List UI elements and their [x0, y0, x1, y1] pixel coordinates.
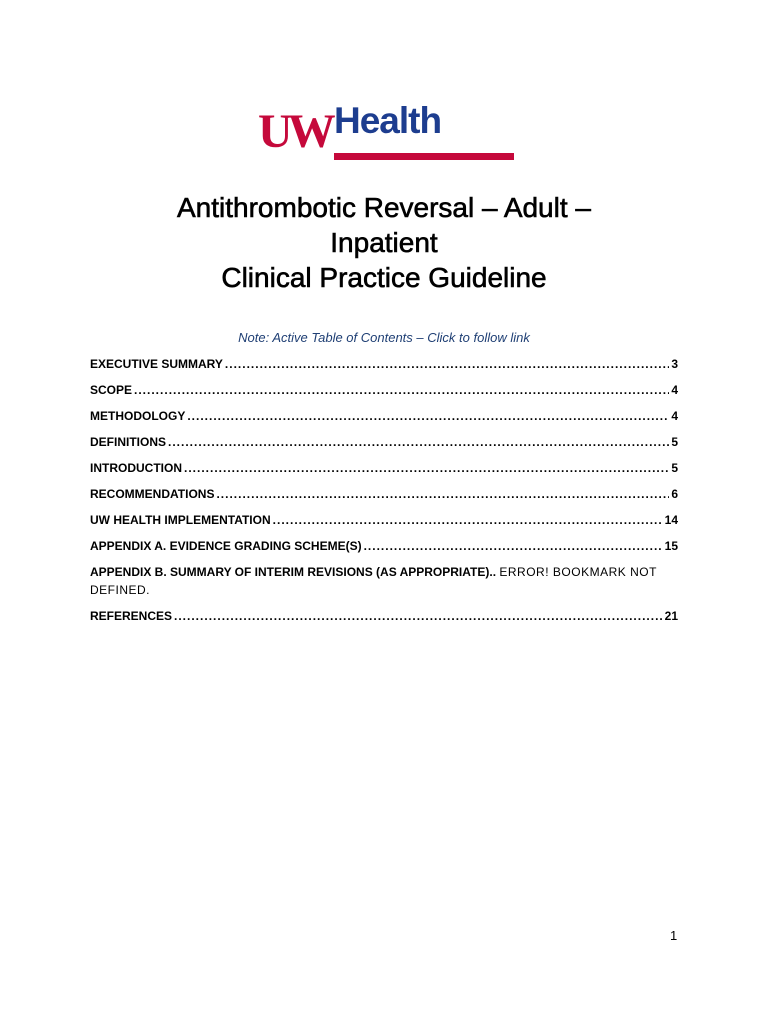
- toc-item-page: 5: [671, 461, 678, 475]
- toc-item-label: APPENDIX B. SUMMARY OF INTERIM REVISIONS (AS APPROPRIATE)..: [90, 565, 497, 579]
- toc-item-methodology[interactable]: [90, 407, 678, 425]
- toc-item-page: 14: [664, 513, 678, 527]
- toc-item-label: RECOMMENDATIONS: [90, 487, 215, 501]
- dot-leader: [184, 459, 669, 477]
- page-number: 1: [670, 928, 678, 943]
- logo-health-text: Health: [334, 100, 442, 141]
- toc-item-label: EXECUTIVE SUMMARY: [90, 357, 223, 371]
- dot-leader: [174, 607, 663, 625]
- title-line-3: Clinical Practice Guideline: [221, 262, 547, 293]
- toc-item-label: REFERENCES: [90, 609, 173, 623]
- toc-item-uw-health-implementation[interactable]: [90, 511, 678, 529]
- toc-item-page: 3: [671, 357, 678, 371]
- dot-leader: [273, 511, 663, 529]
- dot-leader: [187, 407, 669, 425]
- toc-item-label: DEFINITIONS: [90, 435, 167, 449]
- dot-leader: [216, 485, 669, 503]
- bookmark-error-text: ERROR! BOOKMARK NOT DEFINED.: [90, 565, 657, 597]
- title-line-2: Inpatient: [330, 227, 438, 258]
- toc-item-definitions[interactable]: [90, 433, 678, 451]
- dot-leader: [134, 381, 669, 399]
- toc-item-references[interactable]: [90, 607, 678, 625]
- document-title: [84, 190, 684, 295]
- dot-leader: [168, 433, 669, 451]
- toc-item-appendix-a[interactable]: [90, 537, 678, 555]
- title-line-1: Antithrombotic Reversal – Adult –: [177, 192, 591, 223]
- toc-item-recommendations[interactable]: [90, 485, 678, 503]
- toc-item-label: METHODOLOGY: [90, 409, 186, 423]
- logo-underline-bar: [334, 153, 514, 160]
- toc-item-label: UW HEALTH IMPLEMENTATION: [90, 513, 271, 527]
- toc-item-label: SCOPE: [90, 383, 133, 397]
- table-of-contents: [90, 355, 678, 633]
- toc-item-page: 4: [671, 383, 678, 397]
- toc-item-page: 4: [671, 409, 678, 423]
- dot-leader: [364, 537, 663, 555]
- toc-item-page: 15: [664, 539, 678, 553]
- toc-item-introduction[interactable]: [90, 459, 678, 477]
- toc-item-executive-summary[interactable]: [90, 355, 678, 373]
- logo-uw-text: UW: [258, 105, 331, 158]
- toc-item-page: 6: [671, 487, 678, 501]
- toc-item-scope[interactable]: [90, 381, 678, 399]
- toc-item-page: 5: [671, 435, 678, 449]
- toc-item-label: APPENDIX A. EVIDENCE GRADING SCHEME(S): [90, 539, 362, 553]
- toc-item-label: INTRODUCTION: [90, 461, 182, 475]
- toc-note: Note: Active Table of Contents – Click to follow link: [238, 330, 530, 345]
- toc-item-appendix-b[interactable]: [90, 563, 678, 599]
- toc-item-page: 21: [664, 609, 678, 623]
- uw-health-logo: [258, 102, 518, 164]
- dot-leader: [225, 355, 669, 373]
